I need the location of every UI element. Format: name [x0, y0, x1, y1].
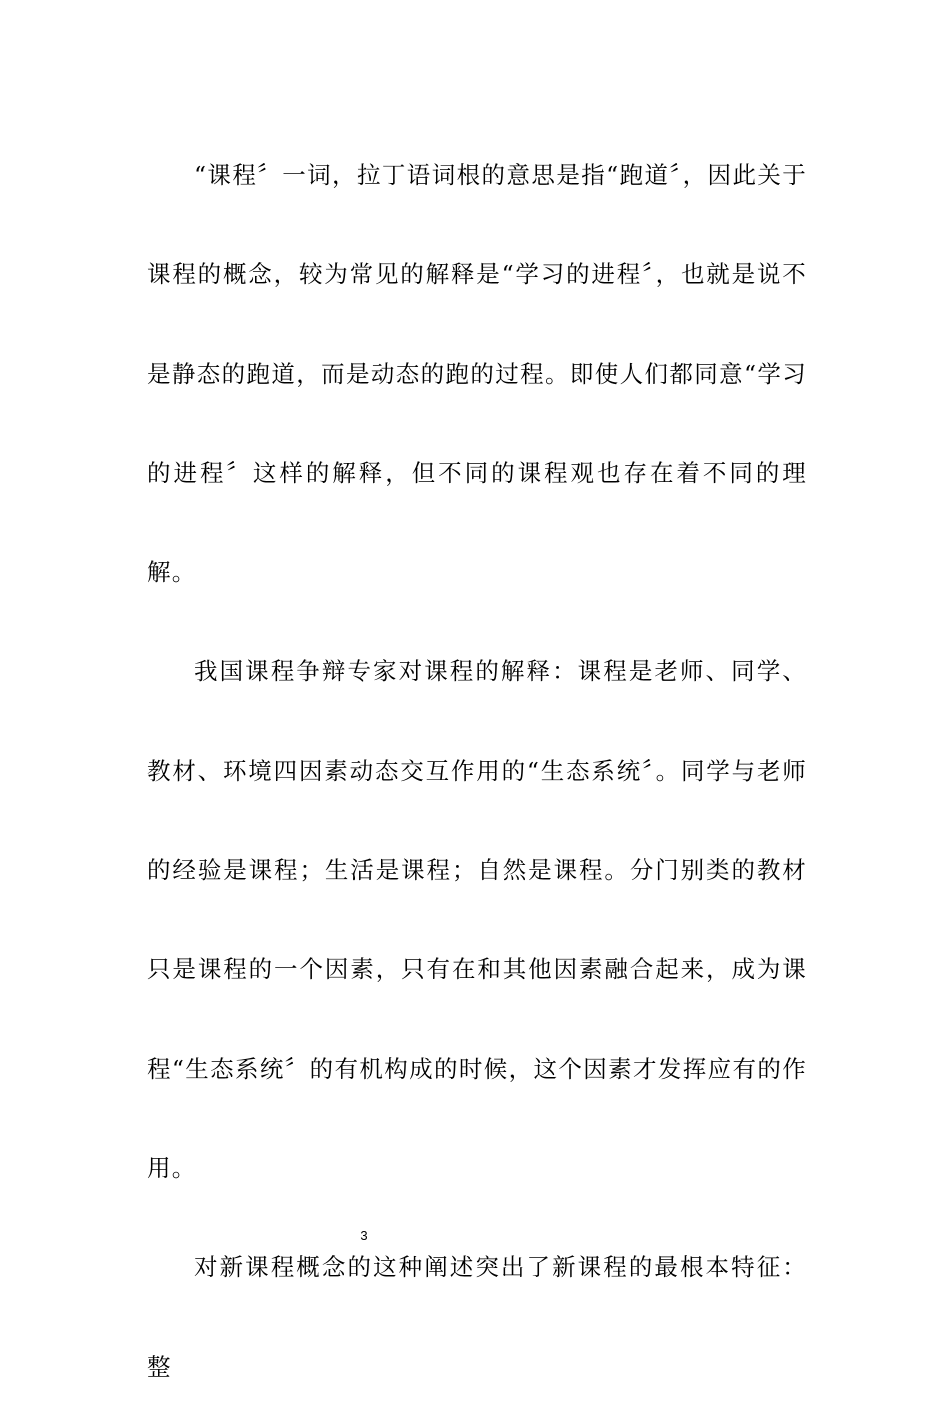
body-text	[147, 126, 807, 1417]
paragraph-3: 对新课程概念的这种阐述突出了新课程的最根本特征：整	[147, 1253, 807, 1381]
paragraph-2: 我国课程争辩专家对课程的解释：课程是老师、同学、教材、环境四因素动态交互作用的“生态系统〞。同学与老师的经验是课程；生活是课程；自然是课程。分门别类的教材只是课程的一个因素，只有在和其他因素融合起来，成为课程“生态系统〞的有机构成的时候，这个因素才发挥应有的作用。	[147, 657, 807, 1182]
page-number: 3	[360, 1228, 368, 1243]
paragraph-1: “课程〞一词，拉丁语词根的意思是指“跑道〞，因此关于课程的概念，较为常见的解释是“学习的进程〞，也就是说不是静态的跑道，而是动态的跑的过程。即使人们都同意“学习的进程〞这样的解释，但不同的课程观也存在着不同的理解。	[147, 161, 807, 587]
